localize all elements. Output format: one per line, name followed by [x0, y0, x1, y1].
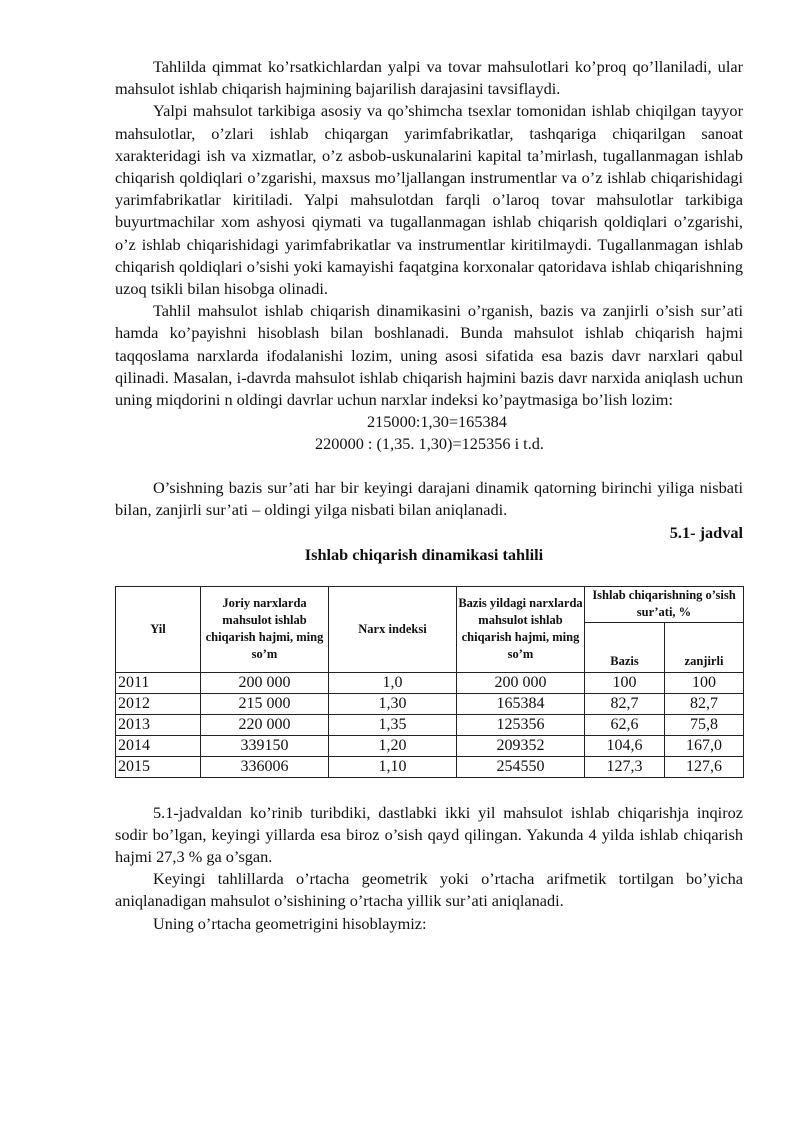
cell-base-volume: 254550 [457, 756, 585, 777]
table-row [116, 735, 744, 756]
cell-year: 2012 [116, 693, 201, 714]
cell-base-volume: 165384 [457, 693, 585, 714]
cell-growth-base: 62,6 [585, 714, 665, 735]
cell-base-volume: 200 000 [457, 672, 585, 693]
table-row [116, 756, 744, 777]
cell-price-index: 1,10 [329, 756, 457, 777]
header-base-volume: Bazis yildagi narxlarda mahsulot ishlab chiqarish hajmi, ming so’m [457, 586, 585, 672]
cell-price-index: 1,0 [329, 672, 457, 693]
document-page [115, 56, 743, 935]
cell-growth-base: 104,6 [585, 735, 665, 756]
paragraph: Yalpi mahsulot tarkibiga asosiy va qo’shimcha tsexlar tomonidan ishlab chiqilgan tayyor mahsulotlar, o’zlari ishlab chiqargan yarimfabrikatlar, tashqariga chiqarilgan sanoat xarakteridagi ish va xizmatlar, o’z asbob-uskunalarini kapital ta’mirlash, tugallanmagan ishlab chiqarish qoldiqlari o’zgarishi, maxsus mo’ljallangan instrumentlar va o’z ishlab chiqarishidagi yarimfabrikatlar kiritiladi. Yalpi mahsulotdan farqli o’laroq tovar mahsulotlar tarkibiga buyurtmachilar xom ashyosi qiymati va tugallanmagan ishlab chiqarish qoldiqlari o’zgarishi, o’z ishlab chiqarishidagi yarimfabrikatlar va instrumentlar kiritilmaydi. Tugallanmagan ishlab chiqarish qoldiqlari o’sishi yoki kamayishi faqatgina korxonalar qatoridava ishlab chiqarishning uzoq tsikli bilan hisobga olinadi. [115, 101, 743, 299]
cell-base-volume: 209352 [457, 735, 585, 756]
cell-price-index: 1,30 [329, 693, 457, 714]
paragraph: Uning o’rtacha geometrigini hisoblaymiz: [153, 913, 427, 933]
header-growth-chain: zanjirli [665, 622, 744, 672]
cell-growth-chain: 75,8 [665, 714, 744, 735]
cell-base-volume: 125356 [457, 714, 585, 735]
cell-year: 2015 [116, 756, 201, 777]
paragraph: Tahlilda qimmat ko’rsatkichlardan yalpi va tovar mahsulotlari ko’proq qo’llaniladi, ular mahsulot ishlab chiqarish hajmining bajarilish darajasini tavsiflaydi. [115, 57, 743, 99]
header-current-volume: Joriy narxlarda mahsulot ishlab chiqarish hajmi, ming so’m [201, 586, 329, 672]
cell-year: 2013 [116, 714, 201, 735]
table-row [116, 693, 744, 714]
cell-current-volume: 200 000 [201, 672, 329, 693]
cell-growth-base: 100 [585, 672, 665, 693]
header-growth-base: Bazis [585, 622, 665, 672]
header-year: Yil [116, 586, 201, 672]
cell-current-volume: 336006 [201, 756, 329, 777]
spacer [115, 455, 743, 477]
formula: 220000 : (1,35. 1,30)=125356 i t.d. [315, 434, 544, 454]
formula: 215000:1,30=165384 [367, 412, 507, 432]
cell-current-volume: 215 000 [201, 693, 329, 714]
cell-growth-chain: 100 [665, 672, 744, 693]
cell-current-volume: 339150 [201, 735, 329, 756]
cell-current-volume: 220 000 [201, 714, 329, 735]
paragraph: 5.1-jadvaldan ko’rinib turibdiki, dastlabki ikki yil mahsulot ishlab chiqarishja inqiroz sodir bo’lgan, keyingi yillarda esa biroz o’sish qayd qilingan. Yakunda 4 yilda ishlab chiqarish hajmi 27,3 % ga o’sgan. [115, 802, 743, 867]
header-price-index: Narx indeksi [329, 586, 457, 672]
cell-growth-base: 127,3 [585, 756, 665, 777]
paragraph: O’sishning bazis sur’ati har bir keyingi darajani dinamik qatorning birinchi yiliga nisbati bilan, zanjirli sur’ati – oldingi yilga nisbati bilan aniqlanadi. [115, 478, 743, 520]
cell-year: 2011 [116, 672, 201, 693]
header-growth-rate: Ishlab chiqarishning o’sish sur’ati, % [585, 586, 744, 622]
paragraph: Keyingi tahlillarda o’rtacha geometrik yoki o’rtacha arifmetik tortilgan bo’yicha aniqlanadigan mahsulot o’sishining o’rtacha yillik sur’ati aniqlanadi. [115, 869, 743, 911]
cell-price-index: 1,20 [329, 735, 457, 756]
table-label: 5.1- jadval [669, 522, 743, 542]
cell-growth-chain: 82,7 [665, 693, 744, 714]
cell-price-index: 1,35 [329, 714, 457, 735]
cell-growth-chain: 167,0 [665, 735, 744, 756]
paragraph: Tahlil mahsulot ishlab chiqarish dinamikasini o’rganish, bazis va zanjirli o’sish sur’ati hamda ko’payishni hisoblash bilan boshlanadi. Bunda mahsulot ishlab chiqarish hajmi taqqoslama narxlarda ifodalanishi lozim, uning asosi sifatida esa bazis davr narxlari qabul qilinadi. Masalan, i-davrda mahsulot ishlab chiqarish hajmini bazis davr narxida aniqlash uchun uning miqdorini n oldingi davrlar uchun narxlar indeksi ko’paytmasiga bo’lish lozim: [115, 301, 743, 410]
production-dynamics-table [115, 586, 744, 778]
cell-growth-chain: 127,6 [665, 756, 744, 777]
cell-growth-base: 82,7 [585, 693, 665, 714]
table-row [116, 672, 744, 693]
table-row [116, 714, 744, 735]
cell-year: 2014 [116, 735, 201, 756]
table-title: Ishlab chiqarish dinamikasi tahlili [304, 544, 544, 564]
